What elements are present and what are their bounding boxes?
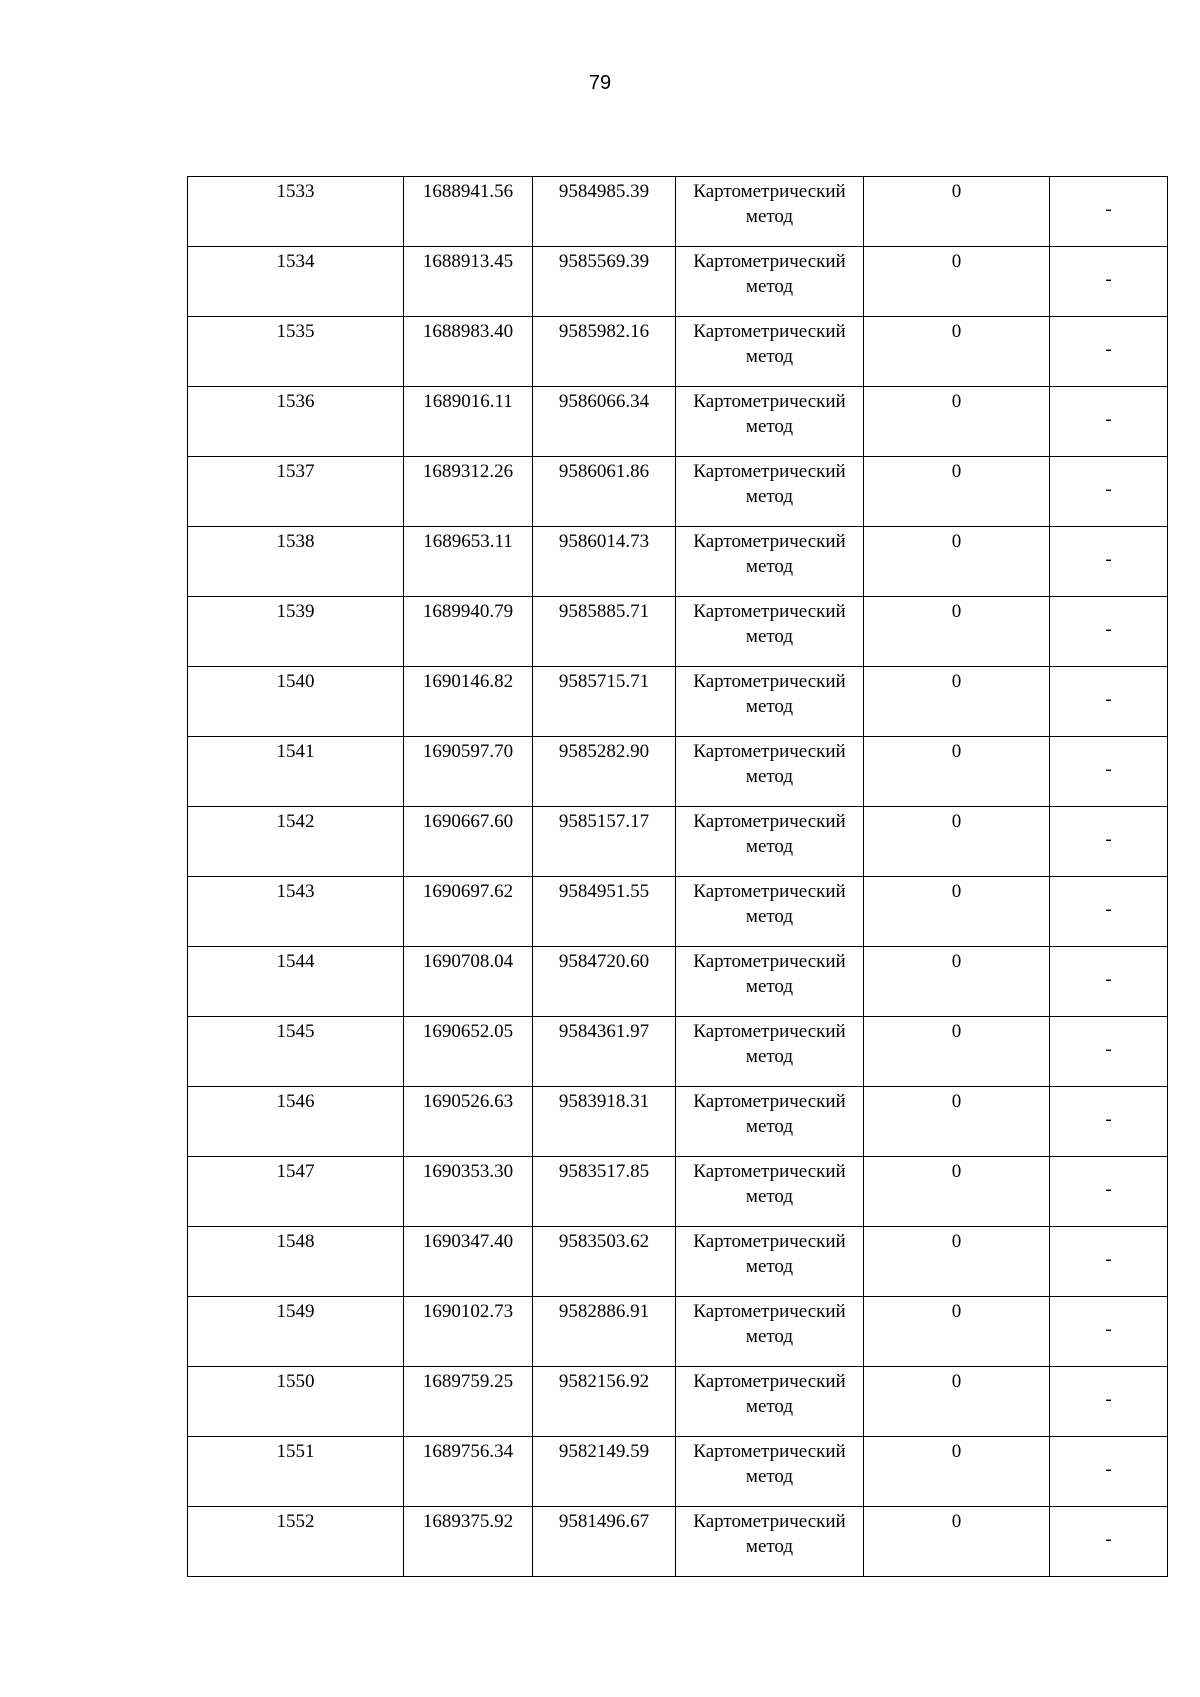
- method-cell: [676, 1017, 864, 1087]
- cell-text: 1688941.56: [422, 181, 514, 202]
- accuracy-cell: [864, 667, 1050, 737]
- cell-text: 1688913.45: [422, 251, 514, 272]
- method-cell: [676, 527, 864, 597]
- cell-text: 0: [951, 391, 962, 412]
- cell-text: 1545: [276, 1021, 315, 1042]
- cell-text: -: [1105, 409, 1112, 430]
- cell-text: 9585157.17: [558, 811, 650, 832]
- point-number-cell: [188, 1507, 404, 1577]
- x-coordinate-cell: [404, 177, 533, 247]
- cell-text: -: [1105, 899, 1112, 920]
- method-cell: [676, 1087, 864, 1157]
- y-coordinate-cell: [533, 1227, 676, 1297]
- cell-text: 9581496.67: [558, 1511, 650, 1532]
- cell-text: 9586014.73: [558, 531, 650, 552]
- cell-text: Картометрический метод: [693, 461, 846, 507]
- x-coordinate-cell: [404, 1227, 533, 1297]
- table-row: [188, 877, 1168, 947]
- cell-text: 1688983.40: [422, 321, 514, 342]
- cell-text: 1690526.63: [422, 1091, 514, 1112]
- description-cell: [1050, 1507, 1168, 1577]
- cell-text: 9586066.34: [558, 391, 650, 412]
- cell-text: 1689375.92: [422, 1511, 514, 1532]
- table-row: [188, 737, 1168, 807]
- point-number-cell: [188, 1157, 404, 1227]
- cell-text: -: [1105, 969, 1112, 990]
- cell-text: 1546: [276, 1091, 315, 1112]
- description-cell: [1050, 737, 1168, 807]
- y-coordinate-cell: [533, 1017, 676, 1087]
- cell-text: 0: [951, 1441, 962, 1462]
- cell-text: 1689940.79: [422, 601, 514, 622]
- cell-text: 9583517.85: [558, 1161, 650, 1182]
- description-cell: [1050, 807, 1168, 877]
- accuracy-cell: [864, 597, 1050, 667]
- cell-text: 0: [951, 741, 962, 762]
- cell-text: Картометрический метод: [693, 1091, 846, 1137]
- accuracy-cell: [864, 947, 1050, 1017]
- x-coordinate-cell: [404, 457, 533, 527]
- x-coordinate-cell: [404, 1437, 533, 1507]
- cell-text: 1690697.62: [422, 881, 514, 902]
- cell-text: 1548: [276, 1231, 315, 1252]
- description-cell: [1050, 1437, 1168, 1507]
- y-coordinate-cell: [533, 1087, 676, 1157]
- x-coordinate-cell: [404, 1157, 533, 1227]
- cell-text: Картометрический метод: [693, 181, 846, 227]
- point-number-cell: [188, 527, 404, 597]
- point-number-cell: [188, 1087, 404, 1157]
- y-coordinate-cell: [533, 1367, 676, 1437]
- cell-text: 0: [951, 251, 962, 272]
- table-row: [188, 1227, 1168, 1297]
- x-coordinate-cell: [404, 737, 533, 807]
- cell-text: 9584951.55: [558, 881, 650, 902]
- cell-text: 9585715.71: [558, 671, 650, 692]
- cell-text: 1544: [276, 951, 315, 972]
- table-row: [188, 177, 1168, 247]
- cell-text: 1535: [276, 321, 315, 342]
- cell-text: 1542: [276, 811, 315, 832]
- cell-text: 1551: [276, 1441, 315, 1462]
- table-row: [188, 1017, 1168, 1087]
- point-number-cell: [188, 1017, 404, 1087]
- point-number-cell: [188, 807, 404, 877]
- description-cell: [1050, 597, 1168, 667]
- y-coordinate-cell: [533, 1507, 676, 1577]
- point-number-cell: [188, 737, 404, 807]
- cell-text: Картометрический метод: [693, 1021, 846, 1067]
- point-number-cell: [188, 947, 404, 1017]
- cell-text: 9584361.97: [558, 1021, 650, 1042]
- description-cell: [1050, 177, 1168, 247]
- method-cell: [676, 1437, 864, 1507]
- x-coordinate-cell: [404, 1507, 533, 1577]
- accuracy-cell: [864, 1297, 1050, 1367]
- table-row: [188, 1437, 1168, 1507]
- cell-text: 1552: [276, 1511, 315, 1532]
- x-coordinate-cell: [404, 1297, 533, 1367]
- cell-text: 9586061.86: [558, 461, 650, 482]
- cell-text: -: [1105, 689, 1112, 710]
- table-row: [188, 247, 1168, 317]
- cell-text: -: [1105, 549, 1112, 570]
- x-coordinate-cell: [404, 317, 533, 387]
- cell-text: 0: [951, 951, 962, 972]
- cell-text: 9584985.39: [558, 181, 650, 202]
- accuracy-cell: [864, 1087, 1050, 1157]
- description-cell: [1050, 1227, 1168, 1297]
- point-number-cell: [188, 387, 404, 457]
- method-cell: [676, 807, 864, 877]
- method-cell: [676, 737, 864, 807]
- x-coordinate-cell: [404, 667, 533, 737]
- cell-text: Картометрический метод: [693, 321, 846, 367]
- cell-text: 9585885.71: [558, 601, 650, 622]
- description-cell: [1050, 1157, 1168, 1227]
- page-number: 79: [588, 72, 612, 94]
- cell-text: 9583918.31: [558, 1091, 650, 1112]
- y-coordinate-cell: [533, 317, 676, 387]
- cell-text: 1547: [276, 1161, 315, 1182]
- cell-text: -: [1105, 1039, 1112, 1060]
- cell-text: -: [1105, 759, 1112, 780]
- table-row: [188, 1507, 1168, 1577]
- cell-text: 0: [951, 1511, 962, 1532]
- method-cell: [676, 667, 864, 737]
- accuracy-cell: [864, 387, 1050, 457]
- cell-text: 1537: [276, 461, 315, 482]
- coordinates-table: [187, 176, 1168, 1577]
- table-row: [188, 947, 1168, 1017]
- cell-text: Картометрический метод: [693, 1371, 846, 1417]
- x-coordinate-cell: [404, 807, 533, 877]
- point-number-cell: [188, 1297, 404, 1367]
- description-cell: [1050, 457, 1168, 527]
- cell-text: Картометрический метод: [693, 531, 846, 577]
- accuracy-cell: [864, 1017, 1050, 1087]
- method-cell: [676, 1297, 864, 1367]
- point-number-cell: [188, 317, 404, 387]
- method-cell: [676, 387, 864, 457]
- point-number-cell: [188, 1367, 404, 1437]
- cell-text: 0: [951, 181, 962, 202]
- method-cell: [676, 1157, 864, 1227]
- cell-text: 1690652.05: [422, 1021, 514, 1042]
- y-coordinate-cell: [533, 177, 676, 247]
- cell-text: 0: [951, 461, 962, 482]
- cell-text: 0: [951, 601, 962, 622]
- point-number-cell: [188, 1437, 404, 1507]
- cell-text: Картометрический метод: [693, 951, 846, 997]
- x-coordinate-cell: [404, 387, 533, 457]
- cell-text: 1536: [276, 391, 315, 412]
- accuracy-cell: [864, 1367, 1050, 1437]
- description-cell: [1050, 667, 1168, 737]
- method-cell: [676, 457, 864, 527]
- x-coordinate-cell: [404, 947, 533, 1017]
- cell-text: 0: [951, 1231, 962, 1252]
- description-cell: [1050, 247, 1168, 317]
- cell-text: 0: [951, 1021, 962, 1042]
- accuracy-cell: [864, 247, 1050, 317]
- table-row: [188, 1157, 1168, 1227]
- cell-text: 1549: [276, 1301, 315, 1322]
- y-coordinate-cell: [533, 807, 676, 877]
- cell-text: -: [1105, 1389, 1112, 1410]
- cell-text: 0: [951, 811, 962, 832]
- cell-text: Картометрический метод: [693, 881, 846, 927]
- description-cell: [1050, 947, 1168, 1017]
- cell-text: Картометрический метод: [693, 1511, 846, 1557]
- method-cell: [676, 317, 864, 387]
- cell-text: 9585282.90: [558, 741, 650, 762]
- y-coordinate-cell: [533, 737, 676, 807]
- cell-text: -: [1105, 829, 1112, 850]
- method-cell: [676, 1507, 864, 1577]
- cell-text: 1689016.11: [423, 391, 513, 412]
- table-row: [188, 1367, 1168, 1437]
- cell-text: 1543: [276, 881, 315, 902]
- cell-text: 0: [951, 671, 962, 692]
- description-cell: [1050, 1017, 1168, 1087]
- cell-text: 1689759.25: [422, 1371, 514, 1392]
- x-coordinate-cell: [404, 247, 533, 317]
- cell-text: 0: [951, 1091, 962, 1112]
- description-cell: [1050, 877, 1168, 947]
- method-cell: [676, 877, 864, 947]
- y-coordinate-cell: [533, 1297, 676, 1367]
- cell-text: -: [1105, 1319, 1112, 1340]
- cell-text: 1690597.70: [422, 741, 514, 762]
- x-coordinate-cell: [404, 527, 533, 597]
- y-coordinate-cell: [533, 457, 676, 527]
- cell-text: Картометрический метод: [693, 1231, 846, 1277]
- y-coordinate-cell: [533, 387, 676, 457]
- cell-text: Картометрический метод: [693, 601, 846, 647]
- cell-text: 0: [951, 881, 962, 902]
- cell-text: 1690347.40: [422, 1231, 514, 1252]
- cell-text: Картометрический метод: [693, 1441, 846, 1487]
- method-cell: [676, 947, 864, 1017]
- y-coordinate-cell: [533, 667, 676, 737]
- y-coordinate-cell: [533, 877, 676, 947]
- accuracy-cell: [864, 1157, 1050, 1227]
- x-coordinate-cell: [404, 877, 533, 947]
- cell-text: Картометрический метод: [693, 671, 846, 717]
- table-row: [188, 457, 1168, 527]
- cell-text: -: [1105, 1179, 1112, 1200]
- description-cell: [1050, 1367, 1168, 1437]
- cell-text: 1541: [276, 741, 315, 762]
- cell-text: 0: [951, 1301, 962, 1322]
- accuracy-cell: [864, 317, 1050, 387]
- table-row: [188, 807, 1168, 877]
- description-cell: [1050, 1297, 1168, 1367]
- point-number-cell: [188, 457, 404, 527]
- cell-text: Картометрический метод: [693, 741, 846, 787]
- accuracy-cell: [864, 177, 1050, 247]
- table-row: [188, 527, 1168, 597]
- y-coordinate-cell: [533, 1437, 676, 1507]
- table-row: [188, 597, 1168, 667]
- table-row: [188, 387, 1168, 457]
- cell-text: -: [1105, 199, 1112, 220]
- cell-text: 1690667.60: [422, 811, 514, 832]
- cell-text: 9582156.92: [558, 1371, 650, 1392]
- cell-text: 1540: [276, 671, 315, 692]
- cell-text: 9583503.62: [558, 1231, 650, 1252]
- coordinates-table-body: [188, 177, 1168, 1577]
- cell-text: 1690353.30: [422, 1161, 514, 1182]
- point-number-cell: [188, 597, 404, 667]
- cell-text: -: [1105, 479, 1112, 500]
- cell-text: 1690146.82: [422, 671, 514, 692]
- x-coordinate-cell: [404, 1017, 533, 1087]
- cell-text: 1689653.11: [423, 531, 513, 552]
- cell-text: 9585569.39: [558, 251, 650, 272]
- table-row: [188, 317, 1168, 387]
- accuracy-cell: [864, 1437, 1050, 1507]
- y-coordinate-cell: [533, 247, 676, 317]
- cell-text: Картометрический метод: [693, 811, 846, 857]
- accuracy-cell: [864, 527, 1050, 597]
- table-row: [188, 1087, 1168, 1157]
- cell-text: Картометрический метод: [693, 1161, 846, 1207]
- method-cell: [676, 1227, 864, 1297]
- cell-text: -: [1105, 339, 1112, 360]
- method-cell: [676, 177, 864, 247]
- point-number-cell: [188, 667, 404, 737]
- cell-text: -: [1105, 269, 1112, 290]
- accuracy-cell: [864, 807, 1050, 877]
- table-row: [188, 667, 1168, 737]
- point-number-cell: [188, 177, 404, 247]
- cell-text: 9585982.16: [558, 321, 650, 342]
- cell-text: 1689756.34: [422, 1441, 514, 1462]
- cell-text: 1533: [276, 181, 315, 202]
- cell-text: 9584720.60: [558, 951, 650, 972]
- cell-text: 0: [951, 1371, 962, 1392]
- y-coordinate-cell: [533, 947, 676, 1017]
- cell-text: 1550: [276, 1371, 315, 1392]
- cell-text: -: [1105, 1109, 1112, 1130]
- method-cell: [676, 1367, 864, 1437]
- cell-text: 1690102.73: [422, 1301, 514, 1322]
- accuracy-cell: [864, 457, 1050, 527]
- point-number-cell: [188, 1227, 404, 1297]
- cell-text: 1539: [276, 601, 315, 622]
- cell-text: -: [1105, 1459, 1112, 1480]
- y-coordinate-cell: [533, 597, 676, 667]
- point-number-cell: [188, 877, 404, 947]
- y-coordinate-cell: [533, 1157, 676, 1227]
- cell-text: 1690708.04: [422, 951, 514, 972]
- y-coordinate-cell: [533, 527, 676, 597]
- cell-text: -: [1105, 619, 1112, 640]
- x-coordinate-cell: [404, 1087, 533, 1157]
- cell-text: 9582149.59: [558, 1441, 650, 1462]
- accuracy-cell: [864, 1507, 1050, 1577]
- accuracy-cell: [864, 877, 1050, 947]
- cell-text: 0: [951, 1161, 962, 1182]
- cell-text: 0: [951, 321, 962, 342]
- cell-text: 0: [951, 531, 962, 552]
- point-number-cell: [188, 247, 404, 317]
- x-coordinate-cell: [404, 1367, 533, 1437]
- cell-text: 1689312.26: [422, 461, 514, 482]
- description-cell: [1050, 317, 1168, 387]
- cell-text: Картометрический метод: [693, 1301, 846, 1347]
- accuracy-cell: [864, 737, 1050, 807]
- cell-text: -: [1105, 1529, 1112, 1550]
- cell-text: 1534: [276, 251, 315, 272]
- cell-text: 1538: [276, 531, 315, 552]
- description-cell: [1050, 387, 1168, 457]
- description-cell: [1050, 527, 1168, 597]
- cell-text: -: [1105, 1249, 1112, 1270]
- method-cell: [676, 247, 864, 317]
- x-coordinate-cell: [404, 597, 533, 667]
- accuracy-cell: [864, 1227, 1050, 1297]
- method-cell: [676, 597, 864, 667]
- cell-text: 9582886.91: [558, 1301, 650, 1322]
- description-cell: [1050, 1087, 1168, 1157]
- table-row: [188, 1297, 1168, 1367]
- cell-text: Картометрический метод: [693, 391, 846, 437]
- cell-text: Картометрический метод: [693, 251, 846, 297]
